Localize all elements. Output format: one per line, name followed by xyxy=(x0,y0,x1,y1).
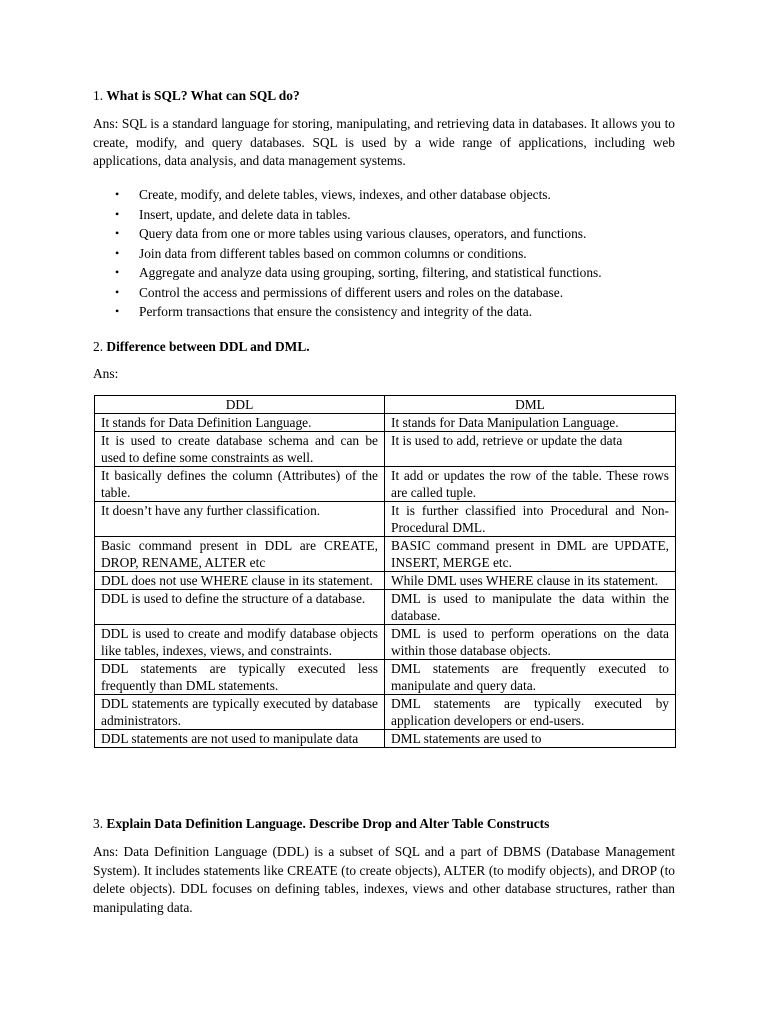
question-3-number: 3. xyxy=(93,816,104,831)
ddl-cell: It stands for Data Definition Language. xyxy=(95,414,385,432)
list-item xyxy=(93,302,693,322)
question-2-title: Difference between DDL and DML. xyxy=(106,339,310,354)
dml-cell: It is further classified into Procedural and Non-Procedural DML. xyxy=(385,502,676,537)
list-item xyxy=(93,283,693,303)
ddl-cell: DDL statements are not used to manipulate data xyxy=(95,730,385,748)
question-1-title: What is SQL? What can SQL do? xyxy=(106,88,300,103)
table-row xyxy=(95,625,676,660)
question-1-heading xyxy=(93,88,300,104)
bullet-icon: • xyxy=(115,265,120,279)
ddl-cell: DDL is used to create and modify database objects like tables, indexes, views, and constraints. xyxy=(95,625,385,660)
dml-cell: DML statements are frequently executed to manipulate and query data. xyxy=(385,660,676,695)
table-row xyxy=(95,414,676,432)
ddl-cell: DDL is used to define the structure of a database. xyxy=(95,590,385,625)
ddl-cell: DDL statements are typically executed by database administrators. xyxy=(95,695,385,730)
table-header-row xyxy=(95,396,676,414)
table-row xyxy=(95,502,676,537)
bullet-icon: • xyxy=(115,304,120,318)
question-3-title: Explain Data Definition Language. Describe Drop and Alter Table Constructs xyxy=(106,816,550,831)
table-header-dml: DML xyxy=(385,396,676,414)
dml-cell: BASIC command present in DML are UPDATE, INSERT, MERGE etc. xyxy=(385,537,676,572)
bullet-icon: • xyxy=(115,226,120,240)
list-item-text: Query data from one or more tables using various clauses, operators, and functions. xyxy=(139,226,587,241)
list-item xyxy=(93,263,693,283)
list-item-text: Perform transactions that ensure the consistency and integrity of the data. xyxy=(139,304,533,319)
table-row xyxy=(95,572,676,590)
table-row xyxy=(95,590,676,625)
dml-cell: DML is used to manipulate the data within the database. xyxy=(385,590,676,625)
dml-cell: DML statements are typically executed by application developers or end-users. xyxy=(385,695,676,730)
list-item-text: Control the access and permissions of different users and roles on the database. xyxy=(139,284,564,300)
list-item-text: Join data from different tables based on common columns or conditions. xyxy=(139,245,527,261)
dml-cell: It stands for Data Manipulation Language. xyxy=(385,414,676,432)
question-3-answer: Ans: Data Definition Language (DDL) is a subset of SQL and a part of DBMS (Database Management System). It includes statements like CREATE (to create objects), ALTER (to modify objects), and DROP (to delete objects). DDL focuses on defining tables, indexes, views and other database structures, rather than manipulating data. xyxy=(93,844,675,915)
question-2-heading xyxy=(93,339,310,355)
table-row xyxy=(95,695,676,730)
list-item-text: Aggregate and analyze data using grouping, sorting, filtering, and statistical functions. xyxy=(139,265,602,280)
sql-capabilities-list xyxy=(93,185,693,322)
list-item xyxy=(93,185,693,205)
dml-cell: DML is used to perform operations on the data within those database objects. xyxy=(385,625,676,660)
bullet-icon: • xyxy=(115,245,120,260)
table-row xyxy=(95,432,676,467)
table-row xyxy=(95,730,676,748)
bullet-icon: • xyxy=(115,206,120,221)
bullet-icon: • xyxy=(115,187,120,201)
list-item xyxy=(93,224,693,244)
table-header-ddl: DDL xyxy=(95,396,385,414)
ddl-cell: DDL statements are typically executed less frequently than DML statements. xyxy=(95,660,385,695)
question-1-number: 1. xyxy=(93,88,104,103)
question-1-answer: Ans: SQL is a standard language for storing, manipulating, and retrieving data in databases. It allows you to create, modify, and query databases. SQL is used by a wide range of applications, including web applications, data analysis, and data management systems. xyxy=(93,116,675,168)
dml-cell: It add or updates the row of the table. These rows are called tuple. xyxy=(385,467,676,502)
ddl-cell: DDL does not use WHERE clause in its statement. xyxy=(95,572,385,590)
ddl-cell: It basically defines the column (Attributes) of the table. xyxy=(95,467,385,502)
ddl-cell: Basic command present in DDL are CREATE, DROP, RENAME, ALTER etc xyxy=(95,537,385,572)
table-row xyxy=(95,537,676,572)
list-item-text: Create, modify, and delete tables, views, indexes, and other database objects. xyxy=(139,187,551,202)
dml-cell: DML statements are used to xyxy=(385,730,676,748)
question-3-heading xyxy=(93,816,549,832)
question-2-ans-label: Ans: xyxy=(93,366,119,381)
list-item xyxy=(93,205,693,225)
table-row xyxy=(95,660,676,695)
list-item-text: Insert, update, and delete data in tables. xyxy=(139,206,351,222)
ddl-cell: It is used to create database schema and can be used to define some constraints as well. xyxy=(95,432,385,467)
list-item xyxy=(93,244,693,264)
bullet-icon: • xyxy=(115,284,120,299)
table-row xyxy=(95,467,676,502)
ddl-dml-comparison-table xyxy=(94,395,676,748)
dml-cell: It is used to add, retrieve or update the data xyxy=(385,432,676,467)
question-2-number: 2. xyxy=(93,339,104,354)
ddl-cell: It doesn’t have any further classification. xyxy=(95,502,385,537)
dml-cell: While DML uses WHERE clause in its statement. xyxy=(385,572,676,590)
